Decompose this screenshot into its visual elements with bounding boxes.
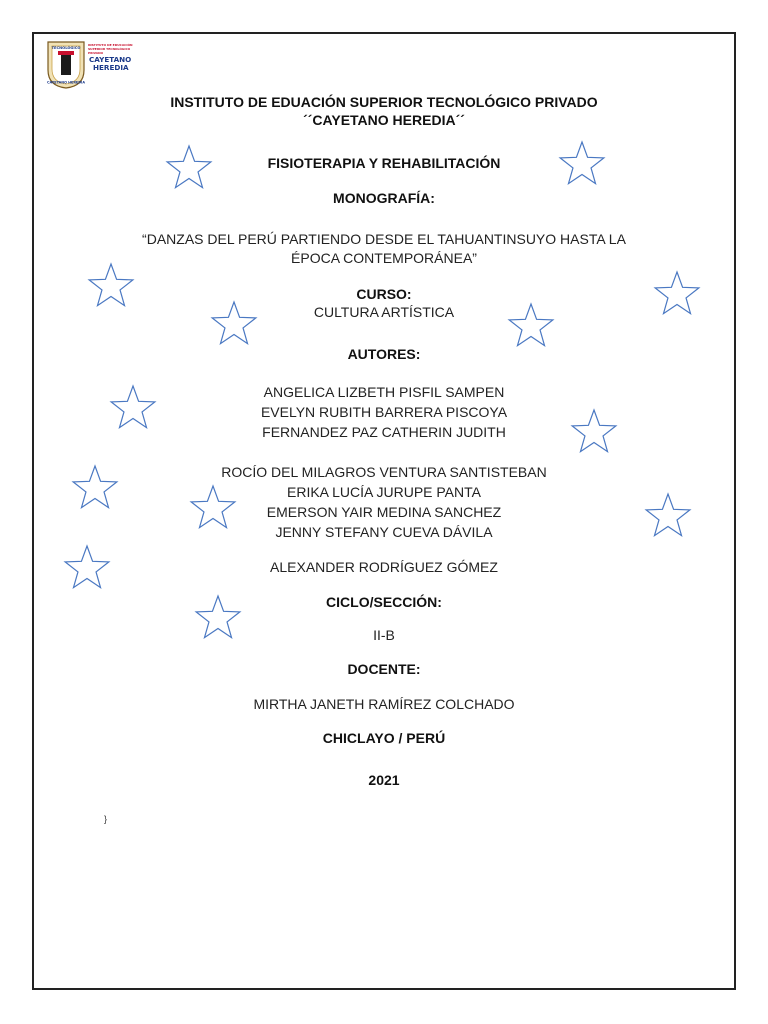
author-name: FERNANDEZ PAZ CATHERIN JUDITH bbox=[262, 424, 506, 440]
institution-name: INSTITUTO DE EDUACIÓN SUPERIOR TECNOLÓGICO PRIVADO bbox=[170, 94, 598, 110]
author-name: ROCÍO DEL MILAGROS VENTURA SANTISTEBAN bbox=[221, 464, 547, 480]
star-outline-icon bbox=[193, 594, 243, 642]
star-outline-icon bbox=[188, 484, 238, 532]
star-outline-icon bbox=[569, 408, 619, 456]
star-outline-icon bbox=[557, 140, 607, 188]
star-outline-icon bbox=[70, 464, 120, 512]
star-outline-icon bbox=[209, 300, 259, 348]
svg-text:PRIVADO: PRIVADO bbox=[88, 51, 104, 55]
author-name: EVELYN RUBITH BARRERA PISCOYA bbox=[260, 404, 508, 420]
topic-line-2: ÉPOCA CONTEMPORÁNEA” bbox=[291, 250, 477, 266]
institution-short-name: ´´CAYETANO HEREDIA´´ bbox=[303, 112, 465, 128]
institute-logo bbox=[46, 40, 146, 90]
star-outline-icon bbox=[506, 302, 556, 350]
author-name: JENNY STEFANY CUEVA DÁVILA bbox=[275, 524, 493, 540]
year: 2021 bbox=[368, 772, 400, 788]
logo-brand-line2: HEREDIA bbox=[93, 63, 129, 72]
author-name: ERIKA LUCÍA JURUPE PANTA bbox=[287, 484, 481, 500]
star-outline-icon bbox=[108, 384, 158, 432]
topic-line-1: “DANZAS DEL PERÚ PARTIENDO DESDE EL TAHUANTINSUYO HASTA LA bbox=[142, 231, 626, 247]
course-value: CULTURA ARTÍSTICA bbox=[313, 304, 455, 320]
logo-brand-line1: CAYETANO bbox=[89, 55, 132, 64]
cycle-value: II-B bbox=[373, 627, 395, 643]
star-outline-icon bbox=[652, 270, 702, 318]
place: CHICLAYO / PERÚ bbox=[322, 730, 446, 746]
svg-text:SUPERIOR TECNOLÓGICO: SUPERIOR TECNOLÓGICO bbox=[88, 47, 131, 51]
teacher-label: DOCENTE: bbox=[347, 661, 421, 677]
svg-text:INSTITUTO DE EDUCACIÓN: INSTITUTO DE EDUCACIÓN bbox=[88, 43, 133, 47]
logo-text-top: TECNOLÓGICO bbox=[51, 46, 81, 50]
author-name: ALEXANDER RODRÍGUEZ GÓMEZ bbox=[270, 559, 498, 575]
course-label: CURSO: bbox=[356, 286, 412, 302]
teacher-name: MIRTHA JANETH RAMÍREZ COLCHADO bbox=[253, 696, 515, 712]
career-title: FISIOTERAPIA Y REHABILITACIÓN bbox=[267, 155, 501, 171]
authors-label: AUTORES: bbox=[347, 346, 421, 362]
stray-mark: } bbox=[104, 814, 108, 824]
author-name: ANGELICA LIZBETH PISFIL SAMPEN bbox=[263, 384, 505, 400]
star-outline-icon bbox=[164, 144, 214, 192]
star-outline-icon bbox=[86, 262, 136, 310]
cycle-label: CICLO/SECCIÓN: bbox=[326, 594, 442, 610]
star-outline-icon bbox=[62, 544, 112, 592]
doc-type: MONOGRAFÍA: bbox=[333, 190, 435, 206]
logo-text-arc: CAYETANO HEREDIA bbox=[47, 80, 85, 85]
star-outline-icon bbox=[643, 492, 693, 540]
author-name: EMERSON YAIR MEDINA SANCHEZ bbox=[266, 504, 502, 520]
